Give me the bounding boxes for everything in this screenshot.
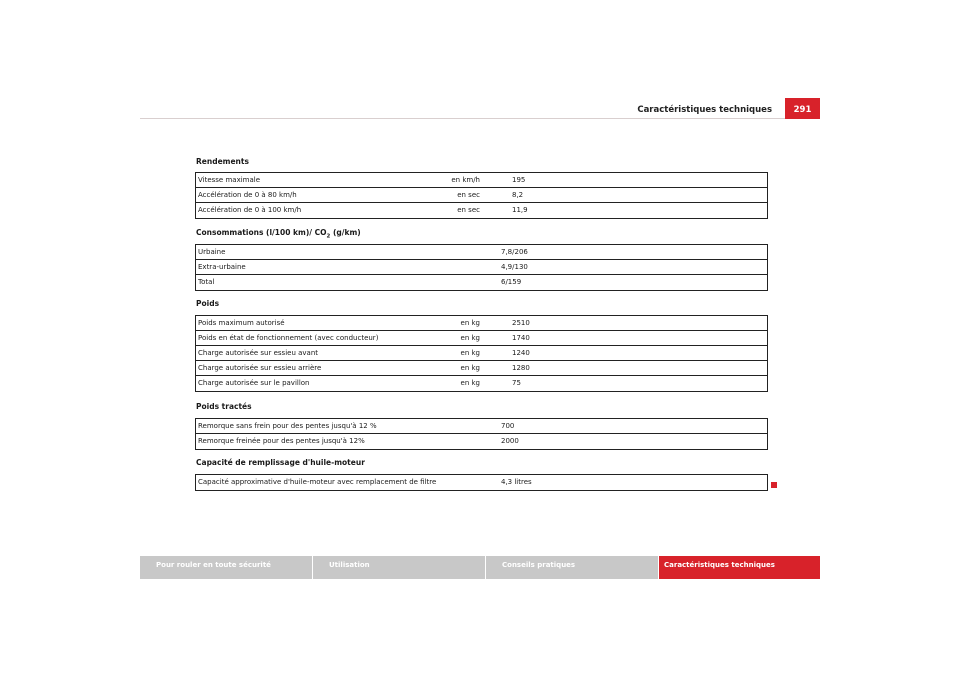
footer-tab-caracteristiques[interactable]: Caractéristiques techniques [659,556,820,579]
row-value: 700 [501,422,515,430]
row-value: 6/159 [501,278,522,286]
table-row [196,245,767,260]
row-label: Total [198,278,215,286]
row-unit: en sec [457,191,480,199]
table-row [196,475,767,490]
row-label: Extra-urbaine [198,263,246,271]
row-label: Accélération de 0 à 80 km/h [198,191,297,199]
table-row [196,203,767,218]
row-unit: en kg [460,319,480,327]
table-huile [195,474,768,491]
row-label: Capacité approximative d'huile-moteur avec remplacement de filtre [198,478,437,486]
table-rendements [195,172,768,219]
table-row [196,188,767,203]
row-unit: en kg [460,379,480,387]
footer-tab-securite[interactable]: Pour rouler en toute sécurité [140,556,313,579]
footer-tab-utilisation[interactable]: Utilisation [313,556,486,579]
end-of-section-marker [771,482,777,488]
row-unit: en kg [460,349,480,357]
table-poids [195,315,768,392]
row-value: 11,9 [512,206,528,214]
row-unit: en kg [460,364,480,372]
row-unit: en kg [460,334,480,342]
row-label: Accélération de 0 à 100 km/h [198,206,302,214]
heading-text: (g/km) [330,228,361,237]
row-value: 1240 [512,349,530,357]
table-row [196,331,767,346]
page-number-badge: 291 [785,98,820,119]
row-value: 4,3 litres [501,478,532,486]
row-unit: en km/h [451,176,480,184]
row-label: Remorque freinée pour des pentes jusqu'à 12% [198,437,365,445]
section-heading-poids: Poids [196,299,220,308]
row-label: Charge autorisée sur le pavillon [198,379,310,387]
table-row [196,316,767,331]
row-value: 7,8/206 [501,248,528,256]
section-heading-poids-tractes: Poids tractés [196,402,252,411]
row-label: Poids maximum autorisé [198,319,285,327]
footer-nav [140,556,820,579]
header-rule [140,118,820,119]
table-row [196,434,767,449]
row-label: Urbaine [198,248,226,256]
table-row [196,376,767,391]
row-unit: en sec [457,206,480,214]
heading-text: Consommations (l/100 km)/ CO [196,228,327,237]
table-row [196,419,767,434]
row-value: 2000 [501,437,519,445]
row-label: Charge autorisée sur essieu arrière [198,364,322,372]
row-value: 1740 [512,334,530,342]
table-row [196,173,767,188]
table-row [196,346,767,361]
row-value: 4,9/130 [501,263,528,271]
row-label: Remorque sans frein pour des pentes jusqu'à 12 % [198,422,377,430]
section-heading-consommations [196,228,361,240]
table-row [196,361,767,376]
row-value: 8,2 [512,191,524,199]
section-heading-rendements: Rendements [196,157,249,166]
heading-subscript: 2 [326,233,331,240]
row-label: Poids en état de fonctionnement (avec conducteur) [198,334,379,342]
row-value: 1280 [512,364,530,372]
row-value: 2510 [512,319,530,327]
row-value: 195 [512,176,526,184]
row-value: 75 [512,379,521,387]
table-row [196,260,767,275]
row-label: Vitesse maximale [198,176,261,184]
table-poids-tractes [195,418,768,450]
section-heading-huile: Capacité de remplissage d'huile-moteur [196,458,365,467]
row-label: Charge autorisée sur essieu avant [198,349,319,357]
page-title: Caractéristiques techniques [637,105,772,115]
table-row [196,275,767,290]
table-consommations [195,244,768,291]
footer-tab-conseils[interactable]: Conseils pratiques [486,556,659,579]
